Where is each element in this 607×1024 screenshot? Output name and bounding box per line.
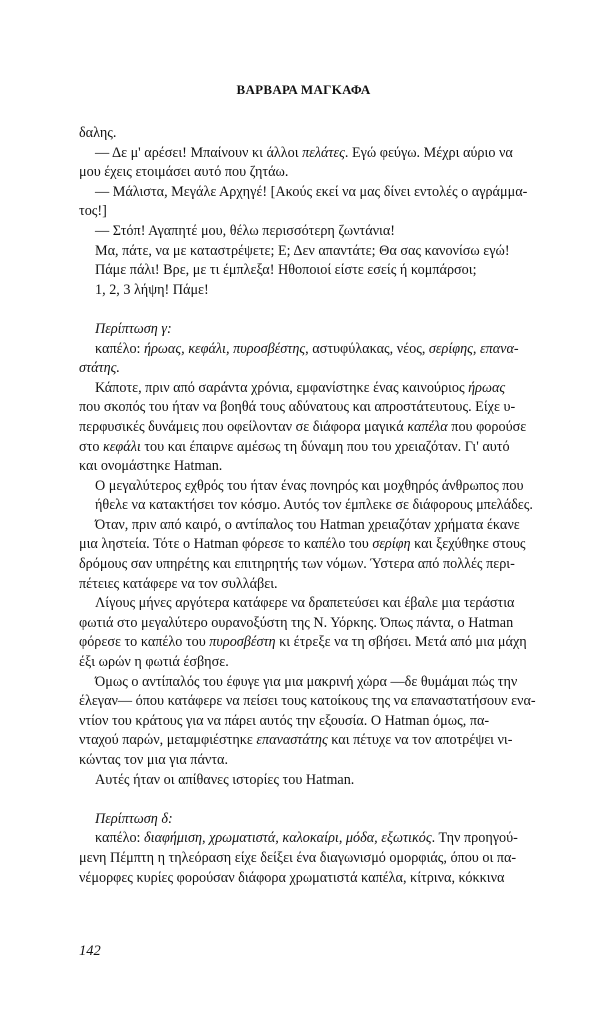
text-line (79, 849, 607, 869)
italic-term: διαφήμιση, χρωματιστά, καλοκαίρι, μόδα, εξωτικός (144, 830, 432, 847)
line-text: νταχού παρών, μεταμφιέστηκε (79, 732, 257, 749)
italic-term: σερίφη (372, 536, 411, 553)
line-text: καπέλο: (95, 830, 145, 847)
line-text: Αυτές ήταν οι απίθανες ιστορίες του Hatman. (95, 771, 355, 788)
text-line (79, 653, 607, 673)
line-text: που σκοπός του ήταν να βοηθά τους αδύνατους και απροστάτευτους. Είχε υ- (79, 399, 516, 416)
text-line (79, 379, 607, 399)
line-text: ντίον του κράτους για να πάρει αυτός την εξουσία. Ο Hatman όμως, πα- (79, 712, 490, 729)
line-text: και ξεχύθηκε στους (410, 536, 526, 553)
text-line (79, 594, 607, 614)
text-line (79, 575, 607, 595)
text-line (79, 398, 607, 418)
line-text: τος!] (79, 203, 107, 220)
line-text: μενη Πέμπτη η τηλεόραση είχε δείξει ένα διαγωνισμό ομορφιάς, όπου οι πα- (79, 849, 517, 866)
paragraph-gap (79, 790, 607, 810)
text-line (79, 457, 607, 477)
line-text: δαλης. (79, 125, 117, 141)
page-number: 142 (79, 943, 101, 959)
italic-term: καπέλα (407, 418, 448, 435)
italic-term: Περίπτωση γ: (95, 320, 172, 337)
italic-term: πελάτες (302, 144, 345, 161)
text-line (79, 163, 607, 183)
line-text: και ονομάστηκε Hatman. (79, 458, 223, 475)
line-text: φωτιά στο μεγαλύτερο ουρανοξύστη της Ν. Υόρκης. Όπως πάντα, ο Hatman (79, 614, 514, 631)
text-line (79, 202, 607, 222)
text-line (79, 633, 607, 653)
text-line (79, 124, 607, 144)
paragraph-gap (79, 300, 607, 320)
italic-term: επαναστάτης (256, 732, 328, 749)
line-text: καπέλο: (95, 340, 145, 357)
line-text: δρόμους σαν υπηρέτης και επιτηρητής των νόμων. Ύστερα από πολλές περι- (79, 556, 515, 573)
text-line (79, 751, 607, 771)
text-line (79, 359, 607, 379)
running-header: ΒΑΡΒΑΡΑ ΜΑΓΚΑΦΑ (236, 82, 371, 97)
text-line (79, 692, 607, 712)
line-text: μια ληστεία. Τότε ο Hatman φόρεσε το καπέλο του (79, 536, 373, 553)
line-text: κώντας τον μια για πάντα. (79, 752, 228, 768)
text-line (79, 535, 607, 555)
text-line (79, 281, 607, 301)
italic-term: στάτης. (79, 360, 120, 377)
line-text: Λίγους μήνες αργότερα κατάφερε να δραπετεύσει και έβαλε μια τεράστια (95, 595, 515, 612)
line-text: — Στόπ! Αγαπητέ μου, θέλω περισσότερη ζωντάνια! (95, 222, 396, 239)
italic-term: ήρωας (468, 379, 506, 396)
text-line (79, 222, 607, 242)
line-text: στο (79, 438, 103, 455)
line-text: και πέτυχε να τον αποτρέψει νι- (327, 732, 513, 749)
text-line (79, 731, 607, 751)
text-line (79, 869, 607, 889)
line-text: νέμορφες κυρίες φορούσαν διάφορα χρωματιστά καπέλα, κίτρινα, κόκκινα (79, 869, 505, 886)
line-text: Μα, πάτε, να με καταστρέψετε; Ε; Δεν απαντάτε; Θα σας κανονίσω εγώ! (95, 242, 510, 259)
line-text: έξι ωρών η φωτιά έσβησε. (79, 654, 229, 671)
italic-term: κεφάλι (103, 438, 141, 455)
line-text: περφυσικές δυνάμεις που οφείλονταν σε διάφορα μαγικά (79, 418, 408, 435)
page-body (79, 124, 607, 888)
text-line (79, 810, 607, 830)
text-line (79, 771, 607, 791)
text-line (79, 242, 607, 262)
line-text: — Δε μ' αρέσει! Μπαίνουν κι άλλοι (95, 144, 303, 161)
line-text: Ο μεγαλύτερος εχθρός του ήταν ένας πονηρός και μοχθηρός άνθρωπος που (95, 477, 524, 494)
line-text: έλεγαν— όπου κατάφερε να πείσει τους κατοίκους της να επαναστατήσουν ενα- (79, 693, 536, 710)
line-text: . Εγώ φεύγω. Μέχρι αύριο να (344, 144, 513, 161)
italic-term: ήρωας, κεφάλι, πυροσβέστης (144, 340, 306, 357)
italic-term: σερίφης, επανα- (428, 340, 519, 357)
text-line (79, 829, 607, 849)
text-line (79, 496, 607, 516)
text-line (79, 261, 607, 281)
text-line (79, 712, 607, 732)
line-text: Πάμε πάλι! Βρε, με τι έμπλεξα! Ηθοποιοί είστε εσείς ή κομπάρσοι; (95, 262, 477, 279)
line-text: του και έπαιρνε αμέσως τη δύναμη που του χρειαζόταν. Γι' αυτό (140, 438, 510, 455)
text-line (79, 555, 607, 575)
text-line (79, 183, 607, 203)
text-line (79, 418, 607, 438)
line-text: που φορούσε (447, 418, 527, 435)
line-text: μου έχεις ετοιμάσει αυτό που ζητάω. (79, 164, 289, 181)
text-line (79, 438, 607, 458)
line-text: . Την προηγού- (431, 830, 518, 847)
line-text: , αστυφύλακας, νέος, (305, 340, 429, 357)
line-text: πέτειες κατάφερε να τον συλλάβει. (79, 575, 278, 592)
text-line (79, 673, 607, 693)
italic-term: πυροσβέστη (209, 634, 276, 651)
text-line (79, 477, 607, 497)
line-text: — Μάλιστα, Μεγάλε Αρχηγέ! [Ακούς εκεί να μας δίνει εντολές ο αγράμμα- (95, 183, 528, 200)
line-text: Όμως ο αντίπαλός του έφυγε για μια μακρινή χώρα —δε θυμάμαι πώς την (95, 673, 518, 690)
text-line (79, 340, 607, 360)
line-text: Όταν, πριν από καιρό, ο αντίπαλος του Hatman χρειαζόταν χρήματα έκανε (95, 516, 520, 533)
line-text: φόρεσε το καπέλο του (79, 634, 210, 651)
text-line (79, 614, 607, 634)
line-text: ήθελε να κατακτήσει τον κόσμο. Αυτός τον έμπλεκε σε διάφορους μπελάδες. (95, 497, 533, 514)
line-text: κι έτρεξε να τη σβήσει. Μετά από μια μάχη (275, 634, 527, 651)
line-text: Κάποτε, πριν από σαράντα χρόνια, εμφανίστηκε ένας καινούριος (95, 379, 469, 396)
line-text: 1, 2, 3 λήψη! Πάμε! (95, 281, 209, 298)
italic-term: Περίπτωση δ: (95, 810, 173, 827)
text-line (79, 144, 607, 164)
text-line (79, 516, 607, 536)
text-line (79, 320, 607, 340)
